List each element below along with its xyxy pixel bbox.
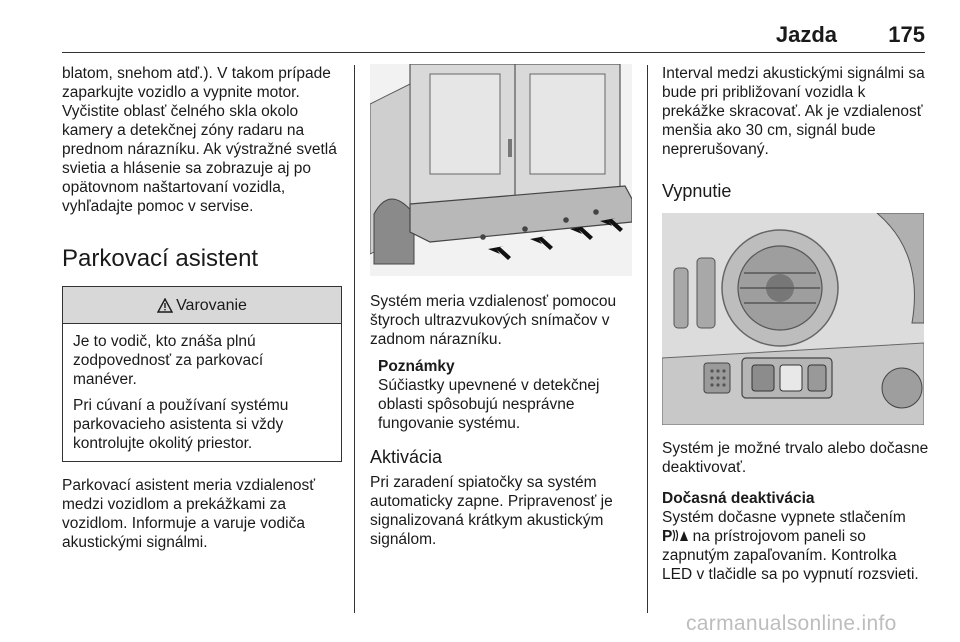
column-divider-2	[647, 65, 648, 613]
body-paragraph: blatom, snehom atď.). V takom prípade zaparkujte vozidlo a vypnite motor. Vyčistite oblasť čelného skla okolo kamery a detekčnej zóny radaru na prednom nárazníku. Ak výstražné svetlá svietia a hlásenie sa zobrazuje aj po opätovnom naštartovaní vozidla, vyhľadajte pomoc v servise.	[62, 65, 337, 215]
column-1	[62, 64, 344, 552]
van-rear-drawing	[370, 64, 632, 276]
warning-title: Varovanie	[176, 296, 247, 314]
warning-box	[62, 286, 342, 462]
page-header	[62, 22, 925, 52]
body-paragraph	[662, 508, 930, 584]
warning-paragraph: Je to vodič, kto znáša plnú zodpovednosť za parkovací manéver.	[73, 333, 264, 388]
subsection-heading: Vypnutie	[662, 181, 732, 201]
column-2	[370, 64, 638, 549]
column-divider-1	[354, 65, 355, 613]
van-rear-sensors-illustration	[370, 64, 632, 276]
dashboard-switches-illustration	[662, 213, 924, 425]
section-title: Jazda	[775, 22, 837, 47]
section-heading: Parkovací asistent	[62, 245, 259, 272]
parking-waves-icon	[672, 529, 688, 542]
warning-paragraph: Pri cúvaní a používaní systému parkovacieho asistenta si vždy kontrolujte okolitý priestor.	[73, 397, 289, 452]
body-paragraph: Parkovací asistent meria vzdialenosť medzi vozidlom a prekážkami za vozidlom. Informuje a varuje vodiča akustickými signálmi.	[62, 477, 316, 551]
parking-sensor-icon: P	[662, 528, 673, 545]
header-rule	[62, 52, 925, 53]
subsection-heading: Aktivácia	[370, 447, 443, 467]
note-title: Poznámky	[378, 358, 455, 375]
warning-body	[63, 324, 341, 461]
warning-header	[63, 287, 341, 324]
dashboard-drawing	[662, 213, 924, 425]
note-text: Súčiastky upevnené v detekčnej oblasti spôsobujú nesprávne fungovanie systému.	[378, 377, 600, 432]
inline-text: Systém dočasne vypnete stlačením	[662, 509, 906, 526]
page-number: 175	[888, 22, 925, 47]
warning-triangle-icon	[157, 298, 173, 313]
body-paragraph: Systém je možné trvalo alebo dočasne deaktivovať.	[662, 440, 929, 476]
note-block	[370, 357, 638, 433]
watermark: carmanualsonline.info	[686, 612, 897, 635]
body-paragraph: Pri zaradení spiatočky sa systém automaticky zapne. Pripravenosť je signalizovaná krátkym akustickým signálom.	[370, 474, 613, 548]
body-paragraph: Systém meria vzdialenosť pomocou štyroch ultrazvukových snímačov v zadnom nárazníku.	[370, 293, 617, 348]
inline-text: na prístrojovom paneli so zapnutým zapaľovaním. Kontrolka LED v tlačidle sa po vypnutí rozsvieti.	[662, 528, 919, 583]
body-paragraph: Interval medzi akustickými signálmi sa bude pri približovaní vozidla k prekážke skracovať. Ak je vzdialenosť menšia ako 30 cm, signál bude neprerušovaný.	[662, 65, 925, 158]
column-3	[662, 64, 930, 584]
sub-heading: Dočasná deaktivácia	[662, 490, 815, 507]
